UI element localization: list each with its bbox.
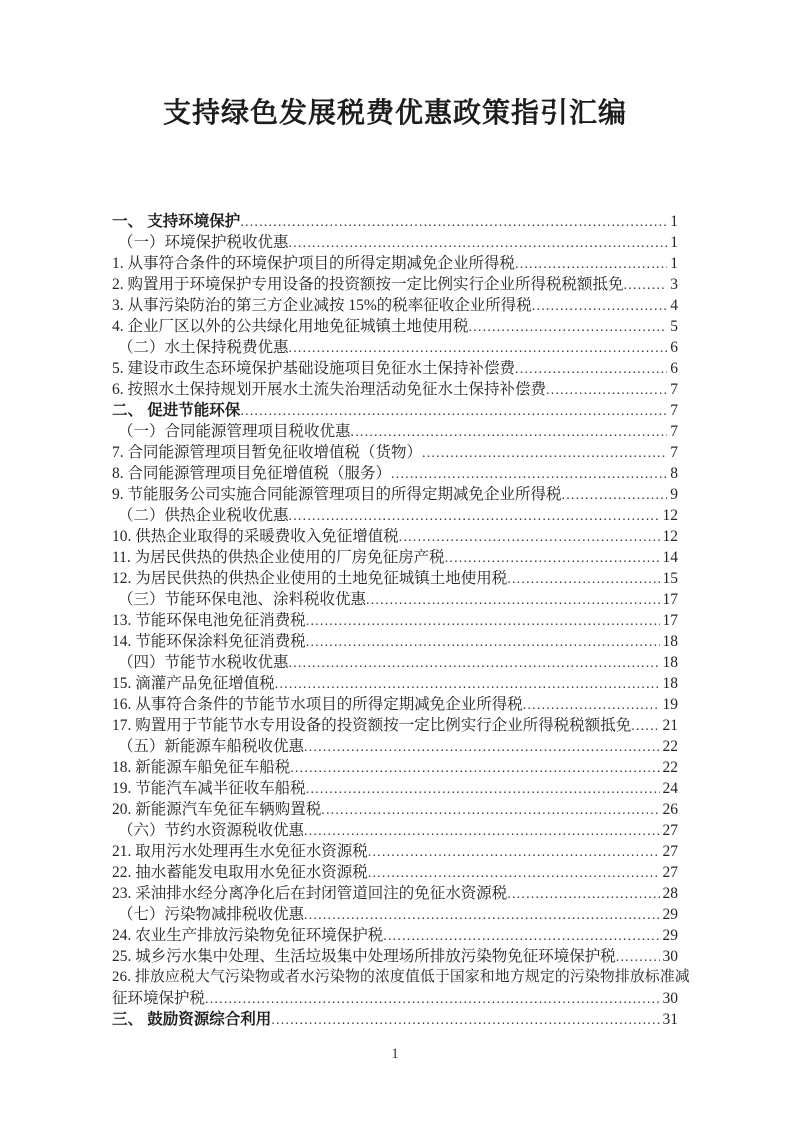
toc-entry-label: 1. 从事符合条件的环境保护项目的所得定期减免企业所得税 (112, 255, 516, 272)
toc-entry (112, 736, 678, 757)
toc-entry-page: 26 (662, 801, 678, 818)
toc-entry-page: 22 (662, 738, 678, 755)
toc-leader-dots (562, 484, 668, 506)
toc-leader-dots (275, 673, 660, 695)
toc-entry (112, 295, 678, 316)
toc-leader-dots (624, 274, 668, 296)
toc-entry (112, 547, 678, 568)
toc-leader-dots (289, 652, 660, 674)
toc-entry (112, 337, 678, 358)
toc-entry-page: 15 (662, 570, 678, 587)
toc-entry-label: 3. 从事污染防治的第三方企业减按 15%的税率征收企业所得税 (112, 297, 532, 314)
toc-leader-dots (366, 589, 659, 611)
toc-entry-page: 7 (670, 444, 678, 461)
toc-entry-page: 30 (662, 948, 678, 965)
toc-entry-page: 7 (670, 402, 678, 419)
toc-entry-label: 9. 节能服务公司实施合同能源管理项目的所得定期减免企业所得税 (112, 486, 562, 503)
toc-leader-dots (289, 337, 668, 359)
toc-entry (112, 400, 678, 421)
toc-entry-label: （七）污染物减排税收优惠 (118, 906, 305, 923)
toc-entry (112, 568, 678, 589)
toc-entry-label: 一、 支持环境保护 (112, 213, 241, 230)
toc-leader-dots (399, 526, 660, 548)
toc-entry (112, 484, 678, 505)
toc-entry-page: 18 (662, 675, 678, 692)
toc-entry-label: 20. 新能源汽车免征车辆购置税 (112, 801, 322, 818)
toc-entry-label: （二）水土保持税费优惠 (118, 339, 289, 356)
toc-leader-dots (391, 463, 667, 485)
toc-entry-page: 17 (662, 612, 678, 629)
toc-entry-label: 8. 合同能源管理项目免征增值税（服务） (112, 465, 392, 482)
toc-entry (112, 631, 678, 652)
toc-entry (112, 862, 678, 883)
toc-entry (112, 967, 690, 988)
toc-entry (112, 253, 678, 274)
toc-leader-dots (290, 757, 659, 779)
toc-leader-dots (445, 547, 660, 569)
toc-entry-page: 27 (662, 843, 678, 860)
toc-leader-dots (321, 799, 659, 821)
toc-entry-label: 23. 采油排水经分离净化后在封闭管道回注的免征水资源税 (112, 885, 508, 902)
toc-entry (112, 757, 678, 778)
toc-leader-dots (631, 715, 659, 737)
toc-entry-label: （三）节能环保电池、涂料税收优惠 (118, 591, 367, 608)
toc-leader-dots (205, 988, 659, 1010)
toc-leader-dots (507, 568, 659, 590)
toc-entry-page: 24 (662, 780, 678, 797)
toc-entry-label: （二）供热企业税收优惠 (118, 507, 289, 524)
toc-entry-label: （一）环境保护税收优惠 (118, 234, 289, 251)
toc-entry-page: 7 (670, 381, 678, 398)
toc-leader-dots (304, 736, 659, 758)
toc-entry (112, 673, 678, 694)
toc-entry (112, 694, 678, 715)
toc-entry (112, 274, 678, 295)
toc-entry (112, 841, 678, 862)
toc-entry-page: 14 (662, 549, 678, 566)
toc-entry-label: （一）合同能源管理项目税收优惠 (118, 423, 351, 440)
toc-entry-label: （六）节约水资源税收优惠 (118, 822, 305, 839)
toc-entry-page: 27 (662, 864, 678, 881)
toc-entry-label: （四）节能节水税收优惠 (118, 654, 289, 671)
toc-entry-label: 18. 新能源车船免征车船税 (112, 759, 291, 776)
toc-entry (112, 778, 678, 799)
toc-leader-dots (304, 904, 659, 926)
toc-entry-page: 1 (670, 213, 678, 230)
toc-entry (112, 463, 678, 484)
toc-entry-page: 28 (662, 885, 678, 902)
toc-entry-label: 13. 节能环保电池免征消费税 (112, 612, 306, 629)
toc-entry (112, 1009, 678, 1030)
toc-entry-page: 30 (662, 990, 678, 1007)
toc-entry (112, 358, 678, 379)
toc-entry (112, 211, 678, 232)
toc-entry-label: 三、 鼓励资源综合利用 (112, 1011, 272, 1028)
toc-entry-page: 17 (662, 591, 678, 608)
toc-entry-label: 22. 抽水蓄能发电取用水免征水资源税 (112, 864, 368, 881)
toc-entry-page: 18 (662, 654, 678, 671)
toc-leader-dots (515, 358, 667, 380)
toc-entry-label: 7. 合同能源管理项目暂免征收增值税（货物） (112, 444, 423, 461)
toc-entry (112, 925, 678, 946)
toc-entry-label: 2. 购置用于环境保护专用设备的投资额按一定比例实行企业所得税税额抵免 (112, 276, 624, 293)
toc-entry-page: 8 (670, 465, 678, 482)
toc-entry-page: 18 (662, 633, 678, 650)
toc-entry-page: 7 (670, 423, 678, 440)
toc-entry-label: 6. 按照水土保持规划开展水土流失治理活动免征水土保持补偿费 (112, 381, 547, 398)
toc-leader-dots (422, 442, 667, 464)
toc-entry-label: 15. 滴灌产品免征增值税 (112, 675, 275, 692)
toc-entry-label: 11. 为居民供热的供热企业使用的厂房免征房产税 (112, 549, 445, 566)
toc-entry-page: 9 (670, 486, 678, 503)
toc-entry (112, 610, 678, 631)
toc-entry (112, 526, 678, 547)
toc-entry (112, 988, 678, 1009)
document-title: 支持绿色发展税费优惠政策指引汇编 (162, 97, 627, 128)
toc-leader-dots (515, 253, 667, 275)
toc-entry-label: （五）新能源车船税收优惠 (118, 738, 305, 755)
table-of-contents (112, 211, 690, 1030)
toc-entry-label: 19. 节能汽车减半征收车船税 (112, 780, 306, 797)
toc-entry-page: 3 (670, 276, 678, 293)
toc-leader-dots (271, 1009, 659, 1031)
toc-leader-dots (240, 400, 667, 422)
toc-entry-label: 26. 排放应税大气污染物或者水污染物的浓度值低于国家和地方规定的污染物排放标准减 (112, 969, 690, 985)
toc-entry-label: 16. 从事符合条件的节能节水项目的所得定期减免企业所得税 (112, 696, 523, 713)
toc-entry-page: 4 (670, 297, 678, 314)
toc-leader-dots (532, 295, 667, 317)
toc-entry-page: 29 (662, 927, 678, 944)
toc-entry-label: 14. 节能环保涂料免征消费税 (112, 633, 306, 650)
toc-leader-dots (306, 631, 660, 653)
toc-entry (112, 715, 678, 736)
toc-entry-label: 征环境保护税 (112, 990, 206, 1007)
toc-leader-dots (306, 610, 660, 632)
toc-entry-page: 1 (670, 234, 678, 251)
toc-entry (112, 442, 678, 463)
toc-leader-dots (368, 841, 660, 863)
toc-entry-page: 5 (670, 318, 678, 335)
toc-entry-label: 17. 购置用于节能节水专用设备的投资额按一定比例实行企业所得税税额抵免 (112, 717, 632, 734)
toc-entry (112, 946, 678, 967)
toc-entry-label: 二、 促进节能环保 (112, 402, 241, 419)
toc-leader-dots (351, 421, 668, 443)
toc-entry (112, 652, 678, 673)
toc-leader-dots (507, 883, 659, 905)
toc-entry (112, 379, 678, 400)
toc-entry-page: 12 (662, 507, 678, 524)
toc-leader-dots (306, 778, 660, 800)
toc-entry (112, 316, 678, 337)
toc-entry-page: 1 (670, 255, 678, 272)
toc-entry (112, 820, 678, 841)
toc-entry (112, 589, 678, 610)
toc-entry-page: 19 (662, 696, 678, 713)
toc-leader-dots (368, 862, 660, 884)
toc-entry-page: 29 (662, 906, 678, 923)
toc-entry-page: 12 (662, 528, 678, 545)
toc-entry-label: 24. 农业生产排放污染物免征环境保护税 (112, 927, 384, 944)
toc-entry (112, 232, 678, 253)
toc-leader-dots (383, 925, 659, 947)
toc-entry-label: 21. 取用污水处理再生水免征水资源税 (112, 843, 368, 860)
toc-entry-page: 21 (662, 717, 678, 734)
toc-leader-dots (469, 316, 668, 338)
toc-leader-dots (289, 232, 668, 254)
toc-entry-label: 12. 为居民供热的供热企业使用的土地免征城镇土地使用税 (112, 570, 508, 587)
toc-entry (112, 883, 678, 904)
toc-leader-dots (523, 694, 660, 716)
toc-leader-dots (546, 379, 667, 401)
toc-entry-page: 6 (670, 339, 678, 356)
toc-entry-page: 27 (662, 822, 678, 839)
toc-entry (112, 421, 678, 442)
toc-entry-label: 10. 供热企业取得的采暖费收入免征增值税 (112, 528, 399, 545)
toc-entry-page: 6 (670, 360, 678, 377)
toc-leader-dots (616, 946, 660, 968)
toc-entry-page: 22 (662, 759, 678, 776)
toc-leader-dots (240, 211, 667, 233)
toc-entry-page: 31 (662, 1011, 678, 1028)
toc-entry (112, 505, 678, 526)
toc-entry-label: 4. 企业厂区以外的公共绿化用地免征城镇土地使用税 (112, 318, 469, 335)
toc-leader-dots (289, 505, 660, 527)
toc-entry-label: 5. 建设市政生态环境保护基础设施项目免征水土保持补偿费 (112, 360, 516, 377)
footer-page-number: 1 (391, 1046, 399, 1062)
toc-entry (112, 799, 678, 820)
toc-leader-dots (304, 820, 659, 842)
toc-entry-label: 25. 城乡污水集中处理、生活垃圾集中处理场所排放污染物免征环境保护税 (112, 948, 616, 965)
toc-entry (112, 904, 678, 925)
